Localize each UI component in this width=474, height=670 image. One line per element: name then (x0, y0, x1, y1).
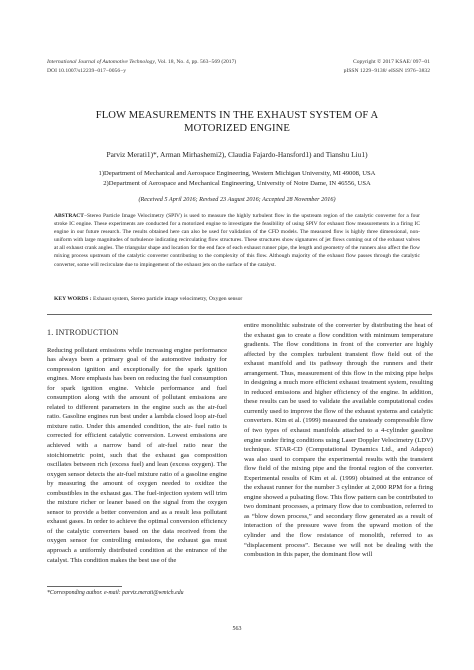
copyright-header (344, 58, 430, 75)
authors: Parviz Merati1)*, Arman Mirhashemi2), Claudia Fajardo-Hansford1) and Tianshu Liu1) (106, 150, 368, 159)
right-column (244, 321, 433, 560)
affiliation-1: 1)Department of Mechanical and Aerospace Engineering, Western Michigan University, MI 49008, USA (98, 170, 376, 177)
abstract (54, 212, 420, 269)
footnote-divider (47, 586, 122, 587)
affiliation-2: 2)Department of Aerospace and Mechanical Engineering, University of Notre Dame, IN 46556, USA (103, 180, 371, 187)
keywords-label: KEY WORDS : (54, 296, 92, 302)
page-number: 563 (232, 626, 242, 632)
keywords (54, 296, 420, 302)
copyright: Copyright © 2017 KSAE/ 097−01 (352, 59, 430, 65)
journal-name: International Journal of Automotive Technology (47, 59, 155, 65)
divider (47, 314, 432, 315)
footnote (47, 590, 184, 596)
journal-volume: , Vol. 18, No. 4, pp. 563−569 (2017) (154, 59, 237, 65)
title-line-2: MOTORIZED ENGINE (184, 123, 290, 135)
paper-title (40, 109, 434, 136)
journal-header (47, 58, 236, 75)
issn: pISSN 1229−9138/ eISSN 1976−3832 (343, 67, 430, 74)
abstract-text: −Stereo Particle Image Velocimetry (SPIV) is used to measure the highly turbulent flow in the upstream region of the catalytic converter for a four stroke IC engine. These experiments are conducted for a motorized engine to investigate the feasibility of using SPIV for exhaust flow measurements in a firing IC engine in our future research. The results obtained here can also be used for validation of the CFD models. The measured flow is highly three dimensional, non-uniform with large magnitudes of turbulence indicating recirculating flow structures. These structures show signatures of jet flows coming out of the exhaust valves at all exhaust crank angles. The triangular shape and location for the end face of each exhaust runner pipe, the length and geometry of the runners also affect the flow mixing process upstream of the catalytic converter contributing to the complexity of this flow. Although majority of the exhaust flow passes through the catalytic converter, some will recirculate due to impingement of the exhaust jets on the surface of the catalyst. (54, 213, 420, 268)
intro-paragraph-left: Reducing pollutant emissions while increasing engine performance has always been a primary goal of the automotive industry for compression ignition and exceptionally for the spark ignition engines. More emphasis has been on reducing the fuel consumption for spark ignition engine. Vehicle performance and fuel consumption along with the amount of pollutant emissions are related to different parameters in the engine such as the air-fuel ratio. Gasoline engines run best under a lambda closed loop air-fuel mixture ratio. Under this amended condition, the air- fuel ratio is corrected for efficient catalytic conversion. Lowest emissions are achieved with a narrow band of air-fuel ratio near the stoichiometric point, such that the exhaust gas composition oscillates between rich (excess fuel) and lean (excess oxygen). The oxygen sensor detects the air-fuel mixture ratio of a gasoline engine by measuring the amount of oxygen needed to oxidize the combustibles in the exhaust gas. The fuel-injection system will trim the mixture richer or leaner based on the signal from the oxygen sensor to provide a better conversion and as a result less pollutant exhaust gases. In order to achieve the optimal conversion efficiency of the catalytic converters based on the data received from the oxygen sensor for controlling emissions, the exhaust gas must approach a uniformly distributed condition at the entrance of the catalyst. This condition makes the best use of the (47, 346, 227, 564)
doi: DOI 10.1007/s12239−017−0056−y (47, 67, 127, 74)
received-dates: (Received 5 April 2016; Revised 23 August 2016; Accepted 28 November 2016) (138, 196, 336, 203)
section-heading: 1. INTRODUCTION (47, 328, 119, 337)
title-line-1: FLOW MEASUREMENTS IN THE EXHAUST SYSTEM OF A (95, 110, 379, 121)
left-column (47, 328, 227, 565)
footnote-text: *Corresponding author. e-mail: parviz.merati@wmich.edu (47, 590, 184, 596)
keywords-text: Exhaust system, Stereo particle image velocimetry, Oxygen sensor (91, 296, 243, 302)
journal-citation (47, 58, 236, 67)
abstract-label: ABSTRACT (54, 213, 84, 219)
affiliations (40, 169, 434, 189)
intro-paragraph-right: entire monolithic substrate of the converter by distributing the heat of the exhaust gas to create a flow condition with minimum temperature gradients. The flow conditions in front of the converter are highly affected by the complex turbulent transient flow field out of the exhaust manifold and its pathway through the runners and their arrangement. Thus, measurement of this flow in the mixing pipe helps in designing a much more efficient exhaust treatment system, resulting in reduced emissions and higher efficiency of the engine. In addition, these results can be used to validate the available computational codes currently used to improve the flow of the exhaust systems and catalytic converters. Kim et al. (1999) measured the unsteady compressible flow of two types of exhaust manifolds attached to a 4-cylinder gasoline engine under firing conditions using Laser Doppler Velocimetry (LDV) technique. STAR-CD (Computational Dynamics Ltd., and Adapco) was also used to compare the experimental results with the transient flow field of the mixing pipe and the frontal region of the converter. Experimental results of Kim et al. (1999) obtained at the entrance of the exhaust runner for the number 3 cylinder at 2,000 RPM for a firing engine showed a pulsating flow. This flow pattern can be contributed to two dominant processes, a primary flow due to combustion, referred to as “blow down process,” and secondary flow generated as a result of interaction of the pressure wave from the upward motion of the cylinder and the flow resistance of monolith, referred to as “displacement process”. Because we will not be dealing with the combustion in this paper, the dominant flow will (244, 322, 433, 559)
